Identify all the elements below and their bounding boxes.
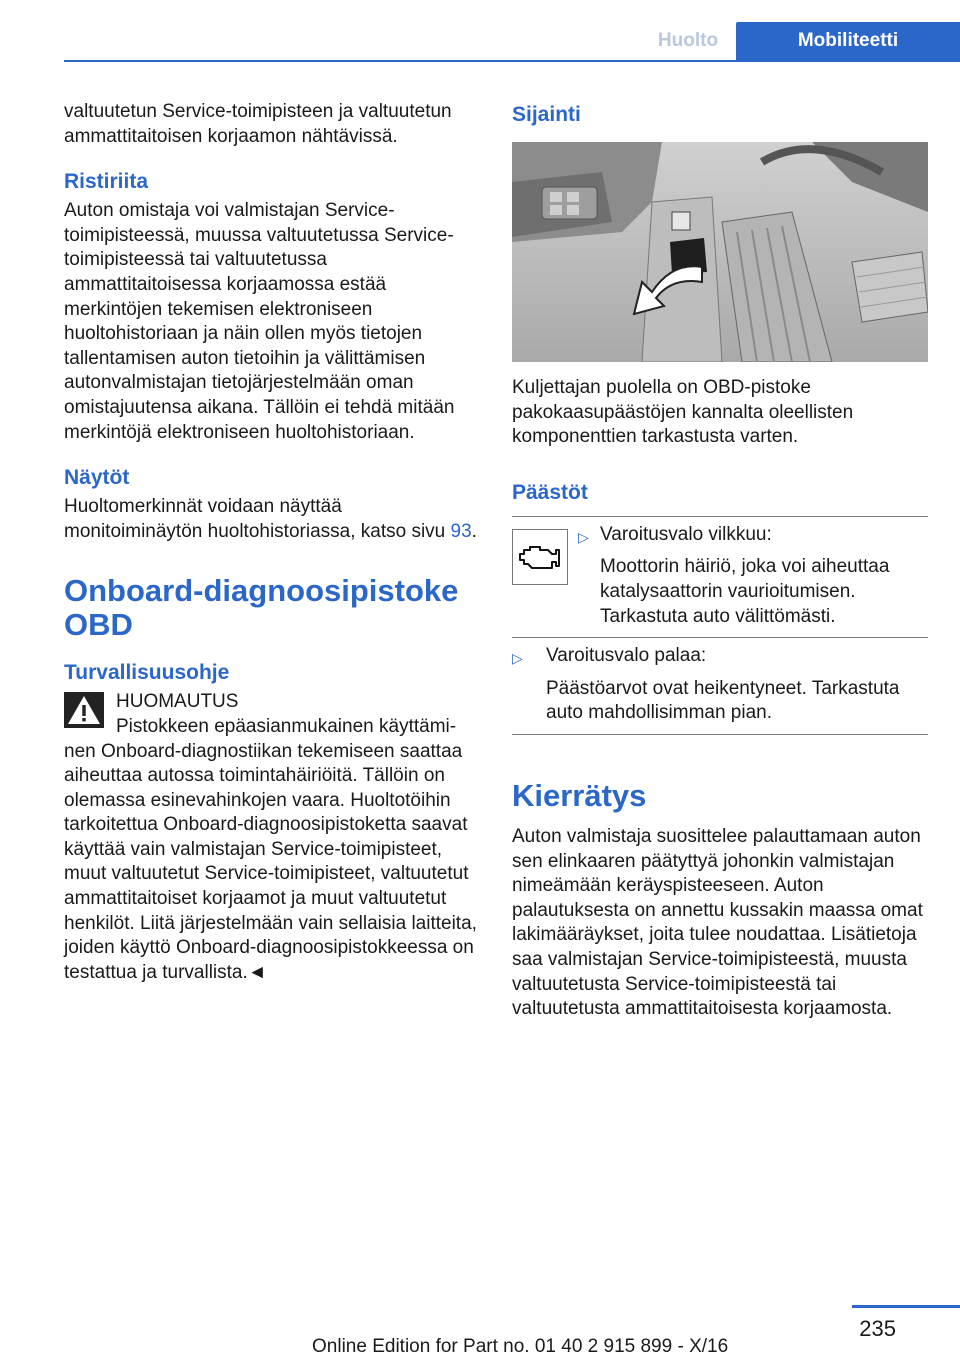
warning-block xyxy=(64,690,482,739)
sijainti-heading: Sijainti xyxy=(512,103,581,126)
warning-lead: Pistokkeen epäasianmukainen käyttämi- xyxy=(116,715,457,737)
row-detail: Moottorin häiriö, joka voi aiheuttaa katalysaattorin vaurioitumisen. Tarkastuta auto välittömästi. xyxy=(600,556,890,627)
row-title: Varoitusvalo palaa: xyxy=(546,645,707,667)
footer-divider xyxy=(852,1305,960,1308)
section-tab-huolto[interactable]: Huolto xyxy=(657,30,719,51)
header-divider xyxy=(64,60,960,62)
obd-location-photo xyxy=(512,142,928,362)
naytot-text-end: . xyxy=(471,520,477,542)
edition-text: Online Edition for Part no. 01 40 2 915 899 - X/16 xyxy=(312,1336,729,1357)
page-header xyxy=(0,0,960,64)
ristiriita-heading: Ristiriita xyxy=(64,170,149,194)
naytot-text: Huoltomerkinnät voidaan näyttää monitoiminäytön huoltohistoriassa, katso sivu xyxy=(64,496,451,542)
emissions-table xyxy=(512,516,928,735)
obd-heading: Onboard-diagnoosipistoke OBD xyxy=(64,573,459,643)
kierratys-heading: Kierrätys xyxy=(512,777,647,813)
warning-title: HUOMAUTUS xyxy=(116,691,239,713)
warning-triangle-icon xyxy=(64,692,104,728)
section-tab-mobiliteetti[interactable]: Mobiliteetti xyxy=(736,22,960,60)
ristiriita-paragraph: Auton omistaja voi valmistajan Service-toimipisteessä, muussa valtuutetussa Service-toimipisteessä tai valtuutetussa ammattitaitoisessa korjaamossa estää merkintöjen tekemisen elektroniseen huoltohistoriaan ja näin ollen myös tietojen tallentamisen auton tietoihin ja välittämisen autonvalmistajan tietojärjestelmään oman omistajuutensa aikana. Tällöin ei tehdä mitään merkintöjä elektroniseen huoltohistoriaan. xyxy=(64,200,455,443)
engine-icon-cell xyxy=(512,523,568,629)
table-row xyxy=(512,516,928,637)
engine-warning-icon xyxy=(512,529,568,585)
table-row xyxy=(512,637,928,735)
naytot-heading: Näytöt xyxy=(64,466,130,490)
paastot-heading: Päästöt xyxy=(512,480,588,504)
triangle-bullet-icon: ▷ xyxy=(578,528,589,545)
page-link-93[interactable]: 93 xyxy=(450,520,472,542)
warning-body: nen Onboard-diagnostiikan tekemiseen saattaa aiheuttaa autossa toimintahäiriöitä. Tällöin on olemassa esinevahinkojen vaara. Huoltotöihin tarkoitettua Onboard-diagnoosipistoketta saavat käyttää vain valmistajan Service-toimipisteet, muut valtuutetut Service-toimipisteet, valtuutetut ammattitaitoiset korjaamot ja muut valtuutetut henkilöt. Liitä järjestelmään vain sellaisia laitteita, joiden käyttö Onboard-diagnoosipistokkeessa on testattua ja turvallista. xyxy=(64,740,477,983)
end-mark: ◄ xyxy=(247,961,267,983)
photo-caption: Kuljettajan puolella on OBD-pistoke pakokaasupäästöjen kannalta oleellisten komponenttien tarkastusta varten. xyxy=(512,377,854,448)
row-detail: Päästöarvot ovat heikentyneet. Tarkastuta auto mahdollisimman pian. xyxy=(546,677,900,724)
kierratys-paragraph: Auton valmistaja suosittelee palauttamaan auton sen elinkaaren päätyttyä johonkin valmistajan nimeämään keräyspisteeseen. Auton palautuksesta on annettu kussakin maassa omat lakimääräykset, joita tulee noudattaa. Lisätietoja saa valmistajan Service-toimipisteestä, muusta valtuutetusta Service-toimipisteestä tai valtuutetusta ammattitaitoisesta korjaamosta. xyxy=(512,825,923,1020)
triangle-bullet-icon: ▷ xyxy=(512,650,523,667)
row-title: Varoitusvalo vilkkuu: xyxy=(600,523,772,545)
intro-paragraph: valtuutetun Service-toimipisteen ja valtuutetun ammattitaitoisen korjaamon nähtävissä. xyxy=(64,101,452,147)
naytot-paragraph xyxy=(64,495,482,544)
left-column xyxy=(64,100,482,985)
page-number: 235 xyxy=(859,1316,896,1341)
safety-heading: Turvallisuusohje xyxy=(64,661,230,685)
warning-text xyxy=(64,740,482,986)
right-column xyxy=(512,100,928,1022)
